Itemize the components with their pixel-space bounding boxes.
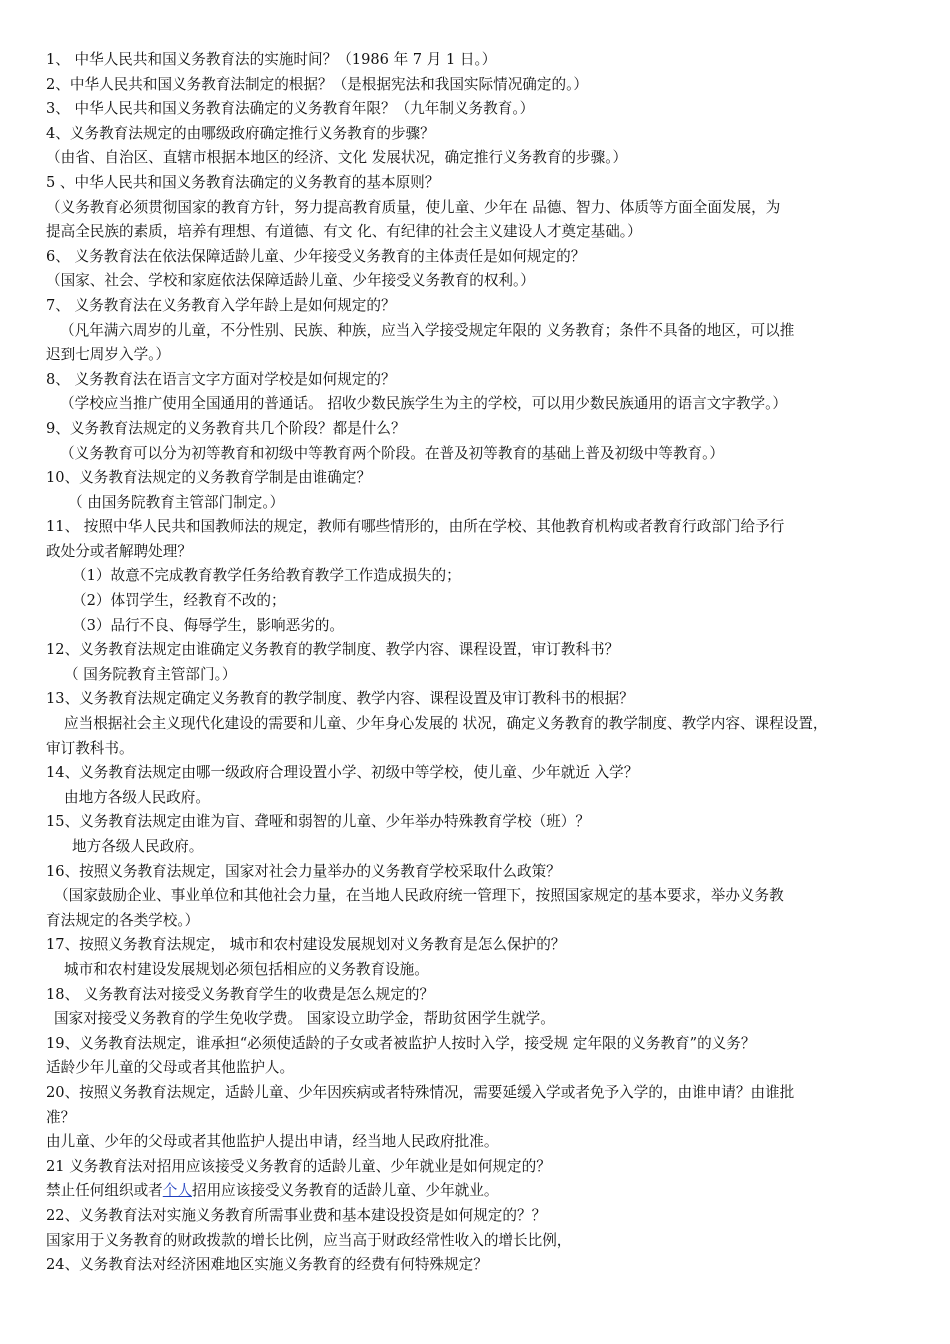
q15: 15、义务教育法规定由谁为盲、聋哑和弱智的儿童、少年举办特殊教育学校（班）？ — [46, 813, 590, 831]
a7-line1: （凡年满六周岁的儿童，不分性别、民族、种族，应当入学接受规定年限的 义务教育；条件不具备的地区，可以推 — [60, 321, 795, 339]
a11-item1: （1）故意不完成教育教学任务给教育教学工作造成损失的； — [72, 567, 461, 585]
q22: 22、义务教育法对实施义务教育所需事业费和基本建设投资是如何规定的？？ — [46, 1206, 547, 1224]
a10: （ 由国务院教育主管部门制定。） — [68, 493, 285, 511]
a18: 国家对接受义务教育的学生免收学费。 国家设立助学金，帮助贫困学生就学。 — [54, 1010, 555, 1028]
a11-item3: （3）品行不良、侮辱学生，影响恶劣的。 — [72, 616, 344, 634]
a9: （义务教育可以分为初等教育和初级中等教育两个阶段。在普及初等教育的基础上普及初级中等教育。） — [60, 444, 725, 462]
q6: 6、 义务教育法在依法保障适龄儿童、少年接受义务教育的主体责任是如何规定的？ — [46, 247, 586, 265]
q24: 24、义务教育法对经济困难地区实施义务教育的经费有何特殊规定？ — [46, 1256, 488, 1274]
a6: （国家、社会、学校和家庭依法保障适龄儿童、少年接受义务教育的权利。） — [46, 272, 535, 290]
q14: 14、义务教育法规定由哪一级政府合理设置小学、初级中等学校，使儿童、少年就近 入学？ — [46, 764, 639, 782]
q12: 12、义务教育法规定由谁确定义务教育的教学制度、教学内容、课程设置，审订教科书？ — [46, 641, 620, 659]
a13-line1: 应当根据社会主义现代化建设的需要和儿童、少年身心发展的 状况，确定义务教育的教学制度、教学内容、课程设置， — [64, 715, 828, 733]
a14: 由地方各级人民政府。 — [64, 788, 210, 806]
a22: 国家用于义务教育的财政拨款的增长比例，应当高于财政经常性收入的增长比例， — [46, 1231, 572, 1249]
q21: 21 义务教育法对招用应该接受义务教育的适龄儿童、少年就业是如何规定的？ — [46, 1157, 551, 1175]
q10: 10、义务教育法规定的义务教育学制是由谁确定？ — [46, 469, 372, 487]
a19: 适龄少年儿童的父母或者其他监护人。 — [46, 1059, 295, 1077]
q19: 19、义务教育法规定，谁承担“必须使适龄的子女或者被监护人按时入学，接受规 定年限的义务教育”的义务？ — [46, 1034, 756, 1052]
a20: 由儿童、少年的父母或者其他监护人提出申请，经当地人民政府批准。 — [46, 1133, 499, 1151]
a21 — [46, 1179, 910, 1204]
a7-line2: 迟到七周岁入学。） — [46, 346, 171, 364]
q1: 1、 中华人民共和国义务教育法的实施时间？（1986 年 7 月 1 日。） — [46, 51, 497, 68]
q17: 17、按照义务教育法规定， 城市和农村建设发展规划对义务教育是怎么保护的？ — [46, 936, 566, 954]
q7: 7、 义务教育法在义务教育入学年龄上是如何规定的？ — [46, 296, 396, 314]
a17: 城市和农村建设发展规划必须包括相应的义务教育设施。 — [64, 960, 429, 978]
a16-line2: 育法规定的各类学校。） — [46, 911, 200, 929]
a13-line2: 审订教科书。 — [46, 739, 134, 757]
a21-text-before: 禁止任何组织或者 — [46, 1182, 163, 1200]
q4: 4、义务教育法规定的由哪级政府确定推行义务教育的步骤？ — [46, 124, 435, 142]
q5: 5 、中华人民共和国义务教育法确定的义务教育的基本原则？ — [46, 173, 440, 191]
a11-item2: （2）体罚学生，经教育不改的； — [72, 592, 286, 610]
a21-text-after: 招用应该接受义务教育的适龄儿童、少年就业。 — [191, 1182, 499, 1200]
a5-line1: （义务教育必须贯彻国家的教育方针，努力提高教育质量，使儿童、少年在 品德、智力、体质等方面全面发展，为 — [46, 198, 781, 216]
a12: （ 国务院教育主管部门。） — [64, 665, 237, 683]
q20-line1: 20、按照义务教育法规定，适龄儿童、少年因疾病或者特殊情况，需要延缓入学或者免予入学的，由谁申请？由谁批 — [46, 1083, 795, 1101]
q8: 8、 义务教育法在语言文字方面对学校是如何规定的？ — [46, 370, 396, 388]
q18: 18、 义务教育法对接受义务教育学生的收费是怎么规定的？ — [46, 985, 435, 1003]
q2: 2、中华人民共和国义务教育法制定的根据？（是根据宪法和我国实际情况确定的。） — [46, 75, 588, 93]
q13: 13、义务教育法规定确定义务教育的教学制度、教学内容、课程设置及审订教科书的根据？ — [46, 690, 634, 708]
q11-line2: 政处分或者解聘处理？ — [46, 542, 192, 560]
q20-line2: 准？ — [46, 1108, 76, 1126]
a8: （学校应当推广使用全国通用的普通话。 招收少数民族学生为主的学校，可以用少数民族通用的语言文字教学。） — [60, 395, 788, 413]
q16: 16、按照义务教育法规定，国家对社会力量举办的义务教育学校采取什么政策？ — [46, 862, 561, 880]
q3: 3、 中华人民共和国义务教育法确定的义务教育年限？（九年制义务教育。） — [46, 100, 535, 118]
a5-line2: 提高全民族的素质，培养有理想、有道德、有文 化、有纪律的社会主义建设人才奠定基础。） — [46, 223, 642, 241]
person-link[interactable]: 个人 — [162, 1182, 192, 1200]
a16-line1: （国家鼓励企业、事业单位和其他社会力量，在当地人民政府统一管理下，按照国家规定的基本要求，举办义务教 — [54, 887, 784, 905]
q9: 9、义务教育法规定的义务教育共几个阶段？都是什么？ — [46, 419, 406, 437]
q11-line1: 11、 按照中华人民共和国教师法的规定，教师有哪些情形的，由所在学校、其他教育机构或者教育行政部门给予行 — [46, 518, 785, 536]
a4: （由省、自治区、直辖市根据本地区的经济、文化 发展状况，确定推行义务教育的步骤。） — [46, 149, 628, 167]
a15: 地方各级人民政府。 — [72, 838, 204, 855]
